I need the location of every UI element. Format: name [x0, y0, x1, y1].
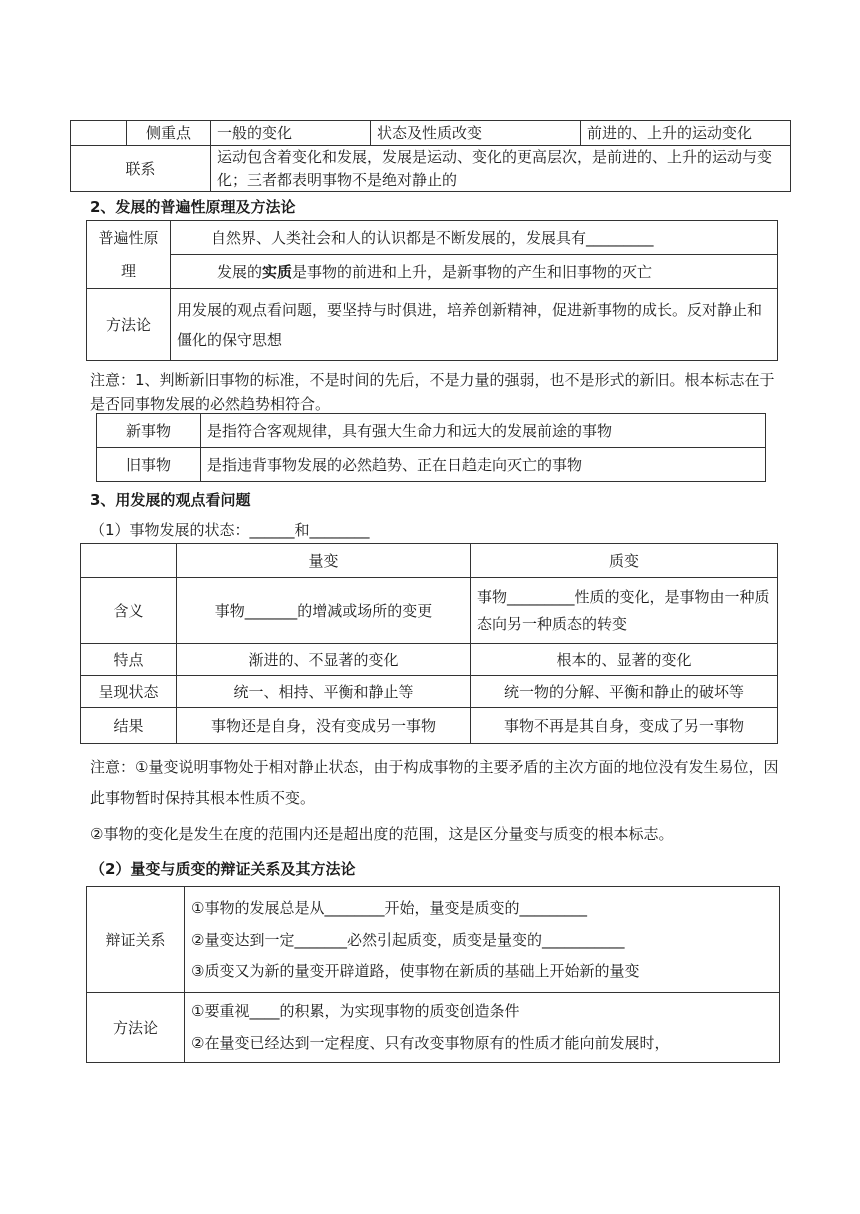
focus-development: 前进的、上升的运动变化	[581, 121, 791, 146]
methodology-label: 方法论	[87, 993, 185, 1063]
comparison-table-top	[70, 120, 791, 192]
empty-cell	[71, 121, 127, 146]
table-row: 结果 事物还是自身，没有变成另一事物 事物不再是其自身，变成了另一事物	[81, 708, 778, 744]
new-thing-label: 新事物	[97, 414, 201, 448]
dialectic-text: ①事物的发展总是从________开始，量变是质变的_________ ②量变达到一定_______必然引起质变，质变是量变的___________ ③质变又为新的量变开辟道路，使事物在新质的基础上开始新的量变	[185, 887, 780, 993]
focus-change: 状态及性质改变	[371, 121, 581, 146]
new-thing-text: 是指符合客观规律，具有强大生命力和远大的发展前途的事物	[201, 414, 766, 448]
focus-motion: 一般的变化	[211, 121, 371, 146]
method-text: 用发展的观点看问题，要坚持与时俱进，培养创新精神，促进新事物的成长。反对静止和僵化的保守思想	[171, 289, 778, 361]
old-thing-label: 旧事物	[97, 448, 201, 482]
method-label: 方法论	[87, 289, 171, 361]
sub1-heading: （1）事物发展的状态：______和________	[90, 521, 370, 539]
qty-qual-table	[80, 543, 778, 744]
methodology-text: ①要重视____的积累，为实现事物的质变创造条件 ②在量变已经达到一定程度、只有改变事物原有的性质才能向前发展时，	[185, 993, 780, 1063]
note-qty-static: 注意：①量变说明事物处于相对静止状态，由于构成事物的主要矛盾的主次方面的地位没有发生易位，因此事物暂时保持其根本性质不变。	[90, 758, 779, 807]
row-focus	[71, 121, 791, 146]
note-new-old: 注意：1、判断新旧事物的标准，不是时间的先后，不是力量的强弱，也不是形式的新旧。根本标志在于是否同事物发展的必然趋势相符合。	[90, 371, 775, 413]
row-link	[71, 146, 791, 192]
link-text: 运动包含着变化和发展，发展是运动、变化的更高层次，是前进的、上升的运动与变化；三者都表明事物不是绝对静止的	[211, 146, 791, 192]
table-row: 特点 渐进的、不显著的变化 根本的、显著的变化	[81, 644, 778, 676]
table-row: 含义 事物_______的增减或场所的变更 事物_________性质的变化，是事物由一种质态向另一种质态的转变	[81, 578, 778, 644]
link-label: 联系	[71, 146, 211, 192]
sub2-heading: （2）量变与质变的辩证关系及其方法论	[90, 860, 356, 878]
section2-heading: 2、发展的普遍性原理及方法论	[90, 198, 296, 216]
universality-text-a: 自然界、人类社会和人的认识都是不断发展的，发展具有_________	[171, 221, 778, 255]
universality-table	[86, 220, 778, 361]
col-quantitative: 量变	[177, 544, 471, 578]
note-degree: ②事物的变化是发生在度的范围内还是超出度的范围，这是区分量变与质变的根本标志。	[90, 825, 674, 843]
table-row: 呈现状态 统一、相持、平衡和静止等 统一物的分解、平衡和静止的破坏等	[81, 676, 778, 708]
dialectic-label: 辩证关系	[87, 887, 185, 993]
universality-label: 普遍性原理	[87, 221, 171, 289]
col-qualitative: 质变	[471, 544, 778, 578]
old-thing-text: 是指违背事物发展的必然趋势、正在日趋走向灭亡的事物	[201, 448, 766, 482]
section3-heading: 3、用发展的观点看问题	[90, 491, 251, 509]
new-old-table	[96, 413, 766, 482]
universality-text-b: 发展的实质是事物的前进和上升，是新事物的产生和旧事物的灭亡	[171, 255, 778, 289]
focus-label: 侧重点	[127, 121, 211, 146]
dialectic-table	[86, 886, 780, 1063]
empty-header-cell	[81, 544, 177, 578]
